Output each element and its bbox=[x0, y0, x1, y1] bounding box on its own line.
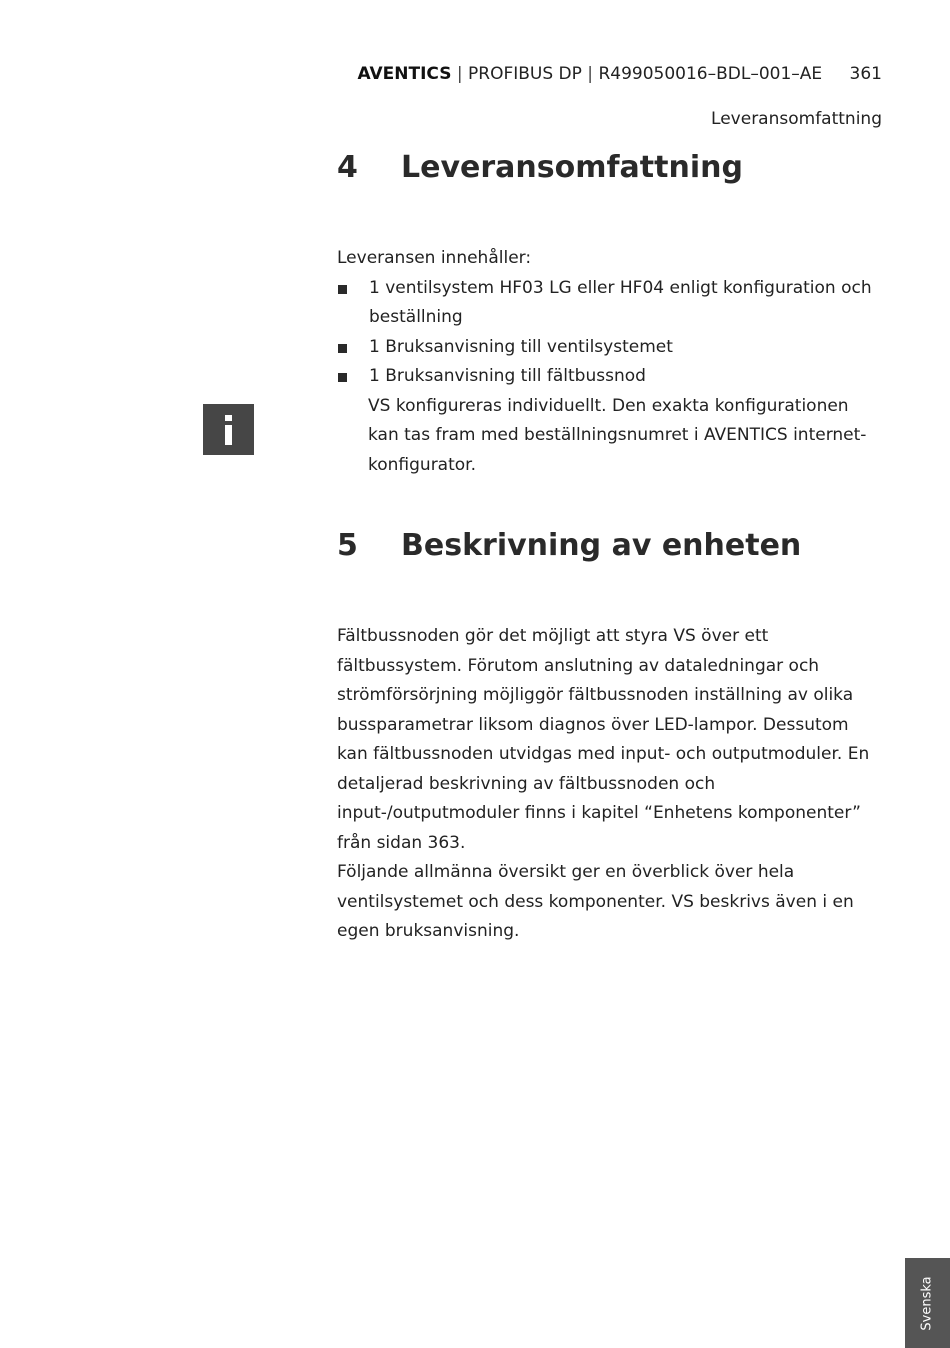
body-paragraph: Följande allmänna översikt ger en överblick över hela ventilsystemet och dess komponenter. VS beskrivs även i en egen bruksanvisning. bbox=[337, 862, 854, 941]
info-icon-dot bbox=[225, 415, 232, 421]
info-note-text: VS konfigureras individuellt. Den exakta konfigurationen kan tas fram med beställningsnumret i AVENTICS internet-konfigurator. bbox=[368, 395, 867, 475]
bullet-square-icon bbox=[338, 344, 347, 353]
product-name: PROFIBUS DP bbox=[468, 64, 582, 84]
list-item bbox=[337, 274, 882, 333]
section-device-description bbox=[337, 526, 882, 566]
delivery-list bbox=[337, 274, 882, 392]
section-4-heading bbox=[337, 148, 882, 188]
brand-name: AVENTICS bbox=[357, 64, 452, 84]
list-item bbox=[337, 362, 882, 392]
language-tab bbox=[905, 1258, 950, 1348]
running-title: Leveransomfattning bbox=[711, 109, 882, 129]
section-title: Leveransomfattning bbox=[401, 150, 743, 185]
section-5-heading bbox=[337, 526, 882, 566]
list-item-text: 1 Bruksanvisning till fältbussnod bbox=[369, 366, 646, 386]
delivery-intro: Leveransen innehåller: bbox=[337, 248, 532, 268]
language-label: Svenska bbox=[920, 1275, 936, 1331]
device-description-body bbox=[337, 622, 882, 947]
page-header bbox=[357, 60, 882, 88]
list-item-text: 1 ventilsystem HF03 LG eller HF04 enligt konfiguration och beställning bbox=[369, 277, 872, 327]
document-number: R499050016–BDL–001–AE bbox=[598, 64, 823, 84]
delivery-contents bbox=[337, 244, 882, 480]
bullet-square-icon bbox=[338, 373, 347, 382]
body-paragraph: Fältbussnoden gör det möjligt att styra VS över ett fältbussystem. Förutom anslutning av dataledningar och strömförsörjning möjliggör fältbussnoden inställning av olika bussparametrar liksom diagnos över LED-lampor. Dessutom kan fältbussnoden utvidgas med input- och outputmoduler. En detaljerad beskrivning av fältbussnoden och input-/outputmoduler finns i kapitel “Enhetens komponenter” från sidan 363. bbox=[337, 626, 870, 853]
section-title: Beskrivning av enheten bbox=[401, 528, 802, 563]
list-item bbox=[337, 333, 882, 363]
list-item-text: 1 Bruksanvisning till ventilsystemet bbox=[369, 336, 673, 357]
section-number: 5 bbox=[337, 528, 358, 563]
bullet-square-icon bbox=[338, 285, 347, 294]
page-number: 361 bbox=[849, 64, 882, 84]
info-icon bbox=[203, 404, 254, 455]
section-delivery-scope bbox=[337, 148, 882, 188]
section-number: 4 bbox=[337, 150, 358, 185]
header-separator: | bbox=[456, 64, 463, 84]
header-separator: | bbox=[587, 64, 594, 84]
info-icon-stem bbox=[225, 425, 232, 445]
